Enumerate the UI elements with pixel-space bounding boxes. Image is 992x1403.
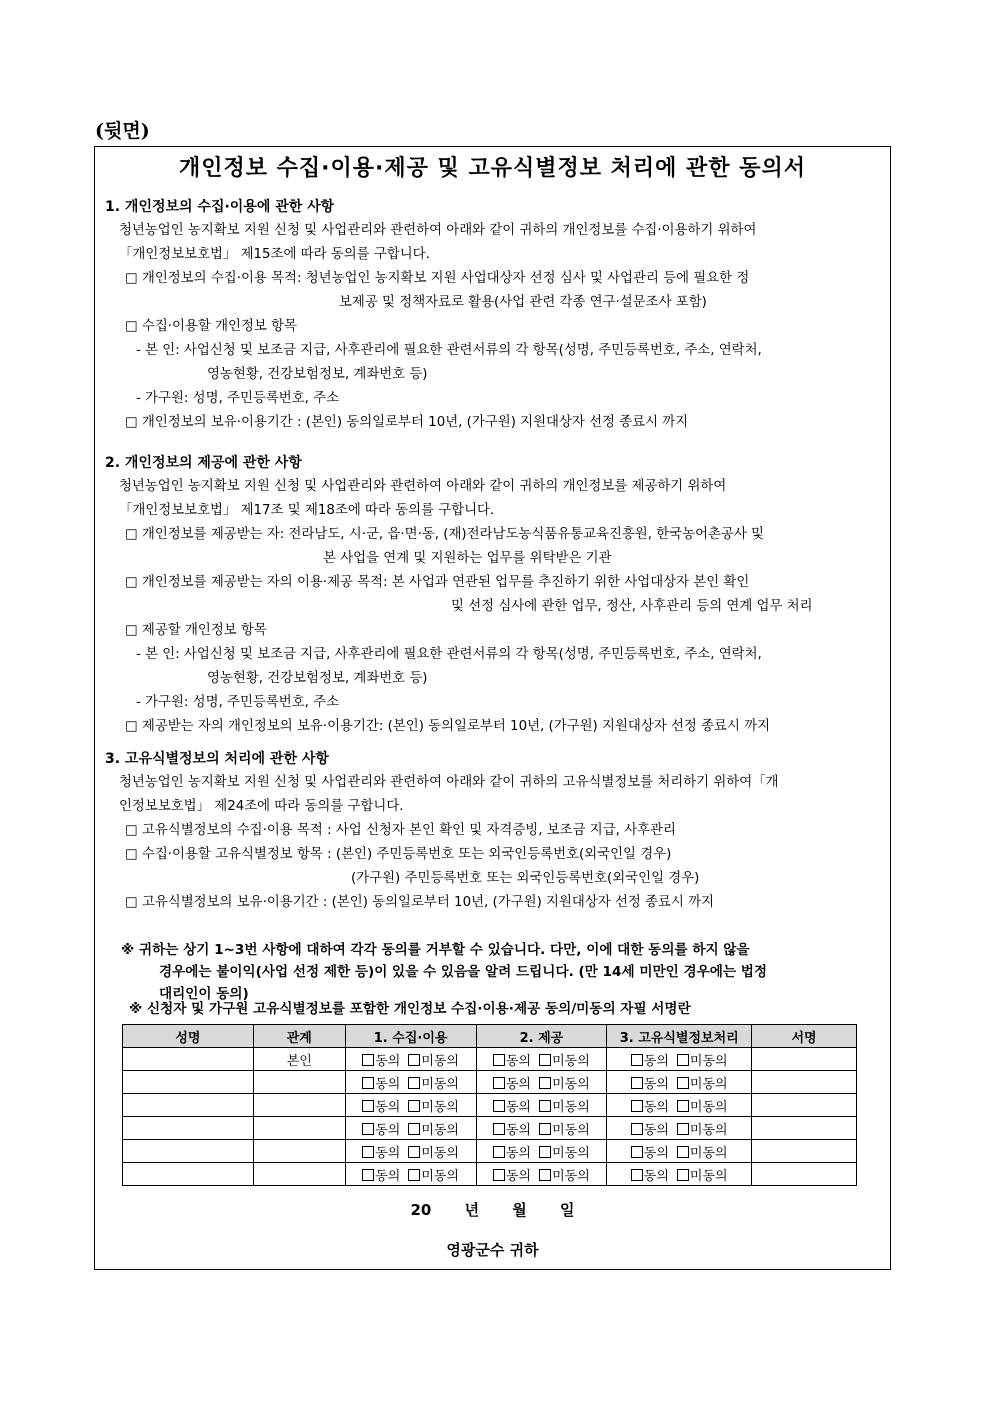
checkbox[interactable] <box>631 1054 643 1066</box>
notice-line1: ※ 귀하는 상기 1~3번 사항에 대하여 각각 동의를 거부할 수 있습니다. 다만, 이에 대한 동의를 하지 않을 <box>121 942 750 958</box>
section-3-intro-line1: 청년농업인 농지확보 지원 신청 및 사업관리와 관련하여 아래와 같이 귀하의 고유식별정보를 처리하기 위하여「개 <box>119 775 779 790</box>
signature-row <box>123 1163 857 1186</box>
col-header-provision: 2. 제공 <box>476 1025 607 1048</box>
consent-provision-cell <box>476 1140 607 1163</box>
section-3-heading: 3. 고유식별정보의 처리에 관한 사항 <box>105 751 329 767</box>
agree-option[interactable] <box>631 1123 669 1138</box>
back-side-label: (뒷면) <box>95 120 150 142</box>
disagree-option[interactable] <box>677 1100 728 1115</box>
disagree-label: 미동의 <box>552 1168 590 1184</box>
agree-label: 동의 <box>506 1145 532 1161</box>
checkbox[interactable] <box>539 1169 551 1181</box>
name-cell[interactable] <box>123 1048 254 1071</box>
consent-collection-cell <box>345 1048 476 1071</box>
agree-option[interactable] <box>631 1054 669 1069</box>
section-2-intro-line2: 「개인정보보호법」 제17조 및 제18조에 따라 동의를 구합니다. <box>119 503 495 518</box>
disagree-option[interactable] <box>408 1100 459 1115</box>
disagree-label: 미동의 <box>421 1145 459 1161</box>
signature-row <box>123 1048 857 1071</box>
consent-collection-cell <box>345 1094 476 1117</box>
consent-form-frame <box>94 146 891 1270</box>
agree-label: 동의 <box>643 1053 669 1069</box>
disagree-option[interactable] <box>408 1054 459 1069</box>
disagree-option[interactable] <box>539 1100 590 1115</box>
consent-provision-cell <box>476 1094 607 1117</box>
disagree-label: 미동의 <box>689 1168 728 1184</box>
section-3-purpose: □ 고유식별정보의 수집·이용 목적 : 사업 신청자 본인 확인 및 자격증빙, 보조금 지급, 사후관리 <box>125 823 676 838</box>
col-header-collection: 1. 수집·이용 <box>345 1025 476 1048</box>
consent-unique-id-cell <box>607 1140 752 1163</box>
agree-option[interactable] <box>362 1169 400 1184</box>
agree-label: 동의 <box>506 1122 532 1138</box>
section-2-period: □ 제공받는 자의 개인정보의 보유·이용기간: (본인) 동의일로부터 10년, (가구원) 지원대상자 선정 종료시 까지 <box>125 719 771 734</box>
section-1-household: - 가구원: 성명, 주민등록번호, 주소 <box>136 391 340 406</box>
form-title: 개인정보 수집·이용·제공 및 고유식별정보 처리에 관한 동의서 <box>179 156 806 181</box>
consent-unique-id-cell <box>607 1048 752 1071</box>
disagree-label: 미동의 <box>552 1145 590 1161</box>
relation-cell[interactable] <box>253 1071 345 1094</box>
name-cell[interactable] <box>123 1117 254 1140</box>
agree-option[interactable] <box>631 1100 669 1115</box>
disagree-label: 미동의 <box>552 1053 590 1069</box>
agree-label: 동의 <box>506 1076 532 1092</box>
name-cell[interactable] <box>123 1163 254 1186</box>
checkbox[interactable] <box>677 1146 689 1158</box>
section-2-intro-line1: 청년농업인 농지확보 지원 신청 및 사업관리와 관련하여 아래와 같이 귀하의 개인정보를 제공하기 위하여 <box>119 479 727 494</box>
signature-cell[interactable] <box>752 1071 857 1094</box>
signature-row <box>123 1094 857 1117</box>
checkbox[interactable] <box>362 1169 374 1181</box>
checkbox[interactable] <box>493 1123 505 1135</box>
disagree-label: 미동의 <box>421 1168 459 1184</box>
checkbox[interactable] <box>408 1100 420 1112</box>
disagree-option[interactable] <box>408 1123 459 1138</box>
section-2-household: - 가구원: 성명, 주민등록번호, 주소 <box>136 695 340 710</box>
signature-row <box>123 1071 857 1094</box>
agree-label: 동의 <box>643 1099 669 1115</box>
consent-unique-id-cell <box>607 1071 752 1094</box>
checkbox[interactable] <box>539 1146 551 1158</box>
section-2-self-line2: 영농현황, 건강보험정보, 계좌번호 등) <box>207 671 428 686</box>
consent-collection-cell <box>345 1140 476 1163</box>
disagree-label: 미동의 <box>689 1053 728 1069</box>
agree-label: 동의 <box>375 1122 401 1138</box>
agree-label: 동의 <box>643 1168 669 1184</box>
agree-label: 동의 <box>375 1145 401 1161</box>
section-1-intro-line2: 「개인정보보호법」 제15조에 따라 동의를 구합니다. <box>119 247 430 262</box>
name-cell[interactable] <box>123 1094 254 1117</box>
checkbox[interactable] <box>631 1146 643 1158</box>
agree-label: 동의 <box>506 1053 532 1069</box>
consent-unique-id-cell <box>607 1094 752 1117</box>
checkbox[interactable] <box>539 1100 551 1112</box>
checkbox[interactable] <box>493 1169 505 1181</box>
checkbox[interactable] <box>539 1054 551 1066</box>
signature-table-header <box>123 1025 857 1048</box>
checkbox[interactable] <box>362 1146 374 1158</box>
disagree-label: 미동의 <box>421 1076 459 1092</box>
signature-row <box>123 1117 857 1140</box>
disagree-label: 미동의 <box>552 1076 590 1092</box>
disagree-label: 미동의 <box>421 1122 459 1138</box>
disagree-option[interactable] <box>677 1146 728 1161</box>
consent-collection-cell <box>345 1117 476 1140</box>
section-2-recipient-line2: 본 사업을 연계 및 지원하는 업무를 위탁받은 기관 <box>323 551 612 566</box>
agree-option[interactable] <box>493 1169 531 1184</box>
section-2-recipient-line1: □ 개인정보를 제공받는 자: 전라남도, 시·군, 읍·면·동, (재)전라남도농식품유통교육진흥원, 한국농어촌공사 및 <box>125 527 764 542</box>
disagree-option[interactable] <box>408 1169 459 1184</box>
agree-label: 동의 <box>643 1076 669 1092</box>
consent-collection-cell <box>345 1163 476 1186</box>
section-3-intro-line2: 인정보보호법」 제24조에 따라 동의를 구합니다. <box>119 799 404 814</box>
consent-provision-cell <box>476 1071 607 1094</box>
signature-cell[interactable] <box>752 1048 857 1071</box>
col-header-name: 성명 <box>123 1025 254 1048</box>
checkbox[interactable] <box>362 1123 374 1135</box>
relation-cell[interactable] <box>253 1094 345 1117</box>
disagree-option[interactable] <box>677 1123 728 1138</box>
agree-label: 동의 <box>375 1168 401 1184</box>
section-1-intro-line1: 청년농업인 농지확보 지원 신청 및 사업관리와 관련하여 아래와 같이 귀하의 개인정보를 수집·이용하기 위하여 <box>119 223 757 238</box>
disagree-option[interactable] <box>539 1146 590 1161</box>
agree-option[interactable] <box>493 1054 531 1069</box>
checkbox[interactable] <box>631 1123 643 1135</box>
disagree-label: 미동의 <box>421 1053 459 1069</box>
consent-provision-cell <box>476 1163 607 1186</box>
checkbox[interactable] <box>408 1169 420 1181</box>
checkbox[interactable] <box>362 1100 374 1112</box>
disagree-option[interactable] <box>677 1077 728 1092</box>
agree-label: 동의 <box>643 1145 669 1161</box>
checkbox[interactable] <box>677 1169 689 1181</box>
checkbox[interactable] <box>677 1123 689 1135</box>
section-3-items-line1: □ 수집·이용할 고유식별정보 항목 : (본인) 주민등록번호 또는 외국인등록번호(외국인일 경우) <box>125 847 672 862</box>
checkbox[interactable] <box>362 1077 374 1089</box>
signature-cell[interactable] <box>752 1094 857 1117</box>
disagree-label: 미동의 <box>552 1122 590 1138</box>
checkbox[interactable] <box>408 1054 420 1066</box>
checkbox[interactable] <box>493 1100 505 1112</box>
section-1-heading: 1. 개인정보의 수집·이용에 관한 사항 <box>105 199 335 215</box>
checkbox[interactable] <box>677 1100 689 1112</box>
checkbox[interactable] <box>362 1054 374 1066</box>
checkbox[interactable] <box>408 1123 420 1135</box>
form-content <box>105 195 873 1005</box>
consent-provision-cell <box>476 1117 607 1140</box>
section-3-items-line2: (가구원) 주민등록번호 또는 외국인등록번호(외국인일 경우) <box>351 871 700 886</box>
disagree-label: 미동의 <box>689 1099 728 1115</box>
agree-label: 동의 <box>375 1053 401 1069</box>
agree-option[interactable] <box>362 1100 400 1115</box>
section-2-purpose-line1: □ 개인정보를 제공받는 자의 이용·제공 목적: 본 사업과 연관된 업무를 추진하기 위한 사업대상자 본인 확인 <box>125 575 750 590</box>
agree-option[interactable] <box>362 1146 400 1161</box>
checkbox[interactable] <box>408 1146 420 1158</box>
disagree-option[interactable] <box>677 1054 728 1069</box>
agree-label: 동의 <box>506 1168 532 1184</box>
checkbox[interactable] <box>677 1054 689 1066</box>
checkbox[interactable] <box>631 1100 643 1112</box>
checkbox[interactable] <box>631 1169 643 1181</box>
section-2-items: □ 제공할 개인정보 항목 <box>125 623 267 638</box>
date-line: 20 년 월 일 <box>410 1201 575 1219</box>
notice-line3: 대리인이 동의) <box>159 986 249 1002</box>
section-2-heading: 2. 개인정보의 제공에 관한 사항 <box>105 455 302 471</box>
recipient-line: 영광군수 귀하 <box>446 1241 539 1259</box>
section-2-self-line1: - 본 인: 사업신청 및 보조금 지급, 사후관리에 필요한 관련서류의 각 항목(성명, 주민등록번호, 주소, 연락처, <box>136 647 762 662</box>
name-cell[interactable] <box>123 1071 254 1094</box>
disagree-label: 미동의 <box>421 1099 459 1115</box>
checkbox[interactable] <box>539 1077 551 1089</box>
checkbox[interactable] <box>493 1054 505 1066</box>
agree-label: 동의 <box>643 1122 669 1138</box>
signature-cell[interactable] <box>752 1117 857 1140</box>
checkbox[interactable] <box>493 1146 505 1158</box>
relation-cell[interactable]: 본인 <box>253 1048 345 1071</box>
section-1-period: □ 개인정보의 보유·이용기간 : (본인) 동의일로부터 10년, (가구원) 지원대상자 선정 종료시 까지 <box>125 415 689 430</box>
checkbox[interactable] <box>408 1077 420 1089</box>
relation-cell[interactable] <box>253 1140 345 1163</box>
consent-unique-id-cell <box>607 1117 752 1140</box>
agree-option[interactable] <box>362 1054 400 1069</box>
agree-option[interactable] <box>631 1077 669 1092</box>
agree-option[interactable] <box>631 1169 669 1184</box>
consent-collection-cell <box>345 1071 476 1094</box>
agree-option[interactable] <box>493 1123 531 1138</box>
signature-cell[interactable] <box>752 1163 857 1186</box>
agree-label: 동의 <box>375 1076 401 1092</box>
refusal-notice <box>105 939 873 1005</box>
notice-line2: 경우에는 불이익(사업 선정 제한 등)이 있을 수 있음을 알려 드립니다. (만 14세 미만인 경우에는 법정 <box>159 964 767 980</box>
disagree-option[interactable] <box>408 1077 459 1092</box>
section-1-self-line1: - 본 인: 사업신청 및 보조금 지급, 사후관리에 필요한 관련서류의 각 항목(성명, 주민등록번호, 주소, 연락처, <box>136 343 762 358</box>
col-header-unique-id: 3. 고유식별정보처리 <box>607 1025 752 1048</box>
section-1-self-line2: 영농현황, 건강보험정보, 계좌번호 등) <box>207 367 428 382</box>
checkbox[interactable] <box>493 1077 505 1089</box>
agree-label: 동의 <box>506 1099 532 1115</box>
agree-option[interactable] <box>362 1077 400 1092</box>
agree-label: 동의 <box>375 1099 401 1115</box>
signature-section-title: ※ 신청자 및 가구원 고유식별정보를 포함한 개인정보 수집·이용·제공 동의/미동의 자필 서명란 <box>129 1001 691 1017</box>
checkbox[interactable] <box>539 1123 551 1135</box>
checkbox[interactable] <box>677 1077 689 1089</box>
consent-provision-cell <box>476 1048 607 1071</box>
consent-unique-id-cell <box>607 1163 752 1186</box>
section-1-items: □ 수집·이용할 개인정보 항목 <box>125 319 297 334</box>
disagree-label: 미동의 <box>689 1076 728 1092</box>
disagree-option[interactable] <box>677 1169 728 1184</box>
disagree-label: 미동의 <box>689 1122 728 1138</box>
agree-option[interactable] <box>493 1146 531 1161</box>
signature-cell[interactable] <box>752 1140 857 1163</box>
relation-cell[interactable] <box>253 1117 345 1140</box>
disagree-option[interactable] <box>408 1146 459 1161</box>
col-header-signature: 서명 <box>752 1025 857 1048</box>
section-3-period: □ 고유식별정보의 보유·이용기간 : (본인) 동의일로부터 10년, (가구원) 지원대상자 선정 종료시 까지 <box>125 895 715 910</box>
checkbox[interactable] <box>631 1077 643 1089</box>
disagree-option[interactable] <box>539 1077 590 1092</box>
agree-option[interactable] <box>631 1146 669 1161</box>
section-2-purpose-line2: 및 선정 심사에 관한 업무, 정산, 사후관리 등의 연계 업무 처리 <box>451 599 813 614</box>
disagree-option[interactable] <box>539 1169 590 1184</box>
agree-option[interactable] <box>493 1077 531 1092</box>
section-1-purpose-line1: □ 개인정보의 수집·이용 목적: 청년농업인 농지확보 지원 사업대상자 선정 심사 및 사업관리 등에 필요한 정 <box>125 271 750 286</box>
col-header-relation: 관계 <box>253 1025 345 1048</box>
disagree-option[interactable] <box>539 1054 590 1069</box>
section-1-purpose-line2: 보제공 및 정책자료로 활용(사업 관련 각종 연구·설문조사 포함) <box>339 295 707 310</box>
signature-row <box>123 1140 857 1163</box>
name-cell[interactable] <box>123 1140 254 1163</box>
agree-option[interactable] <box>493 1100 531 1115</box>
relation-cell[interactable] <box>253 1163 345 1186</box>
disagree-option[interactable] <box>539 1123 590 1138</box>
signature-table <box>122 1024 857 1186</box>
disagree-label: 미동의 <box>689 1145 728 1161</box>
disagree-label: 미동의 <box>552 1099 590 1115</box>
agree-option[interactable] <box>362 1123 400 1138</box>
